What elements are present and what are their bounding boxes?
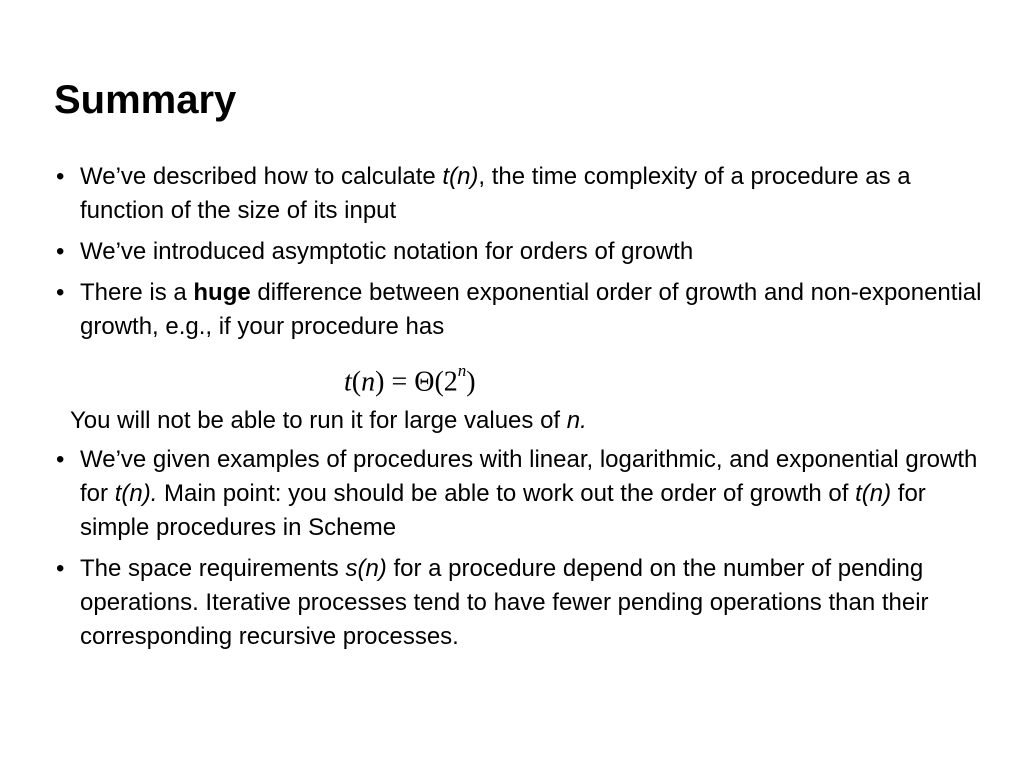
bullet-marker: • bbox=[56, 279, 65, 306]
bullet-marker: • bbox=[56, 555, 65, 582]
bullet-text: We’ve given examples of procedures with linear, logarithmic, and exponential growth for bbox=[80, 446, 978, 507]
formula-n: n bbox=[361, 366, 376, 398]
bullet-text: The space requirements bbox=[80, 555, 346, 582]
bullet-text: We’ve introduced asymptotic notation for orders of growth bbox=[80, 238, 694, 265]
term-t-of-n: t(n) bbox=[855, 480, 892, 507]
bullet-item-time-complexity bbox=[0, 160, 1000, 228]
bullet-item-space-requirements bbox=[0, 552, 1000, 654]
bullet-marker: • bbox=[56, 238, 65, 265]
formula-theta-two-to-n bbox=[344, 351, 1000, 399]
formula-open-paren: ( bbox=[351, 366, 362, 398]
bullet-marker: • bbox=[56, 446, 65, 473]
bullet-text: for a procedure depend on the number of pending operations. Iterative processes tend to have fewer pending operations than their corresponding recursive processes. bbox=[80, 555, 929, 650]
bullet-text: Main point: you should be able to work out the order of growth of bbox=[157, 480, 856, 507]
bullet-text: There is a bbox=[80, 279, 194, 306]
slide-title: Summary bbox=[54, 78, 237, 122]
bullet-text: We’ve described how to calculate bbox=[80, 163, 443, 190]
term-n: n. bbox=[566, 407, 587, 434]
bullet-item-exponential-difference bbox=[0, 276, 1000, 344]
term-t-of-n: t(n) bbox=[442, 163, 479, 190]
formula-close-paren: ) bbox=[466, 366, 476, 398]
bullet-marker: • bbox=[56, 163, 65, 190]
bullet-text: for simple procedures in Scheme bbox=[80, 480, 926, 541]
formula-exponent: n bbox=[457, 361, 467, 380]
formula-theta: Θ(2 bbox=[414, 366, 458, 398]
bullet-item-asymptotic-notation bbox=[0, 235, 1000, 269]
continuation-text bbox=[0, 404, 1000, 438]
continuation-part: You will not be able to run it for large values of bbox=[70, 407, 567, 434]
bullet-text: , the time complexity of a procedure as a function of the size of its input bbox=[80, 163, 911, 224]
term-t-of-n: t(n). bbox=[114, 480, 158, 507]
bullet-list bbox=[0, 160, 1000, 661]
bullet-item-growth-examples bbox=[0, 443, 1000, 545]
formula-close-paren: ) bbox=[375, 366, 385, 398]
formula-equals: = bbox=[384, 366, 415, 398]
emphasis-huge: huge bbox=[193, 279, 251, 306]
term-s-of-n: s(n) bbox=[345, 555, 387, 582]
bullet-text: difference between exponential order of growth and non-exponential growth, e.g., if your procedure has bbox=[80, 279, 982, 340]
formula-t: t bbox=[344, 366, 352, 398]
